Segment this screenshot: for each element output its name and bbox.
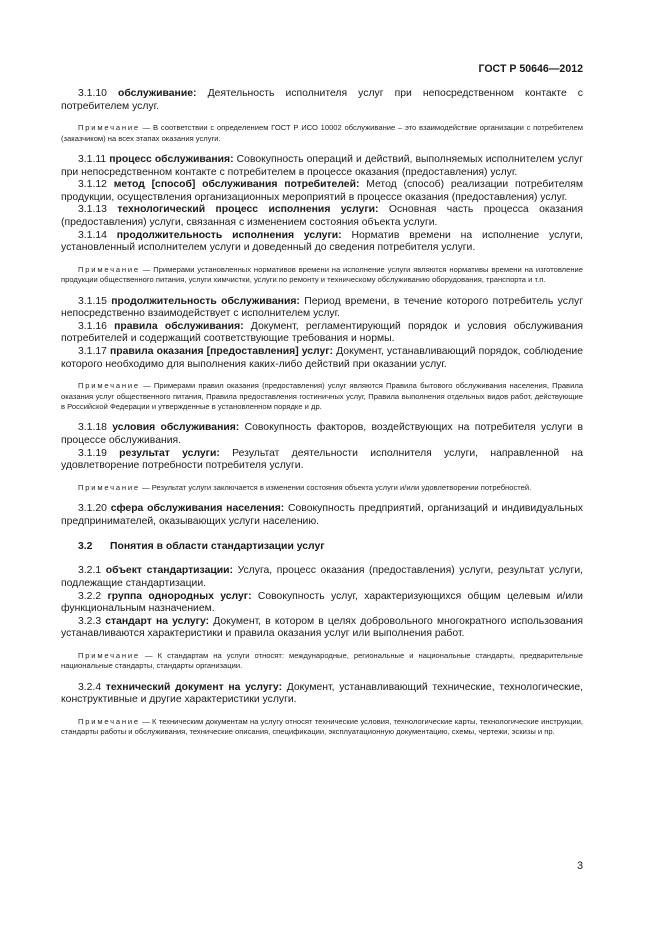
term-definition xyxy=(61,154,583,179)
note-paragraph xyxy=(61,123,583,144)
clause-number: 3.1.19 xyxy=(78,447,107,459)
term-definition xyxy=(61,179,583,204)
definition-text: Документ, устанавливающий порядок, соблюдение которого необходимо для выполнения каких-либо действий при оказании услуг. xyxy=(61,345,584,370)
page-number: 3 xyxy=(577,860,583,872)
term-name: правила обслуживания: xyxy=(114,320,244,332)
note-paragraph xyxy=(61,651,583,672)
term-definition xyxy=(61,448,583,473)
term-definition xyxy=(61,422,583,447)
term-definition xyxy=(61,296,583,321)
term-definition xyxy=(61,682,583,707)
clause-number: 3.1.17 xyxy=(78,345,107,357)
definition-text: Совокупность услуг, характеризующихся общим целевым и/или функциональным назначением. xyxy=(61,590,583,615)
definition-text: Совокупность операций и действий, выполняемых исполнителем услуг при непосредственном контакте с потребителем в процессе оказания (предоставления) услуг. xyxy=(61,154,583,178)
term-name: объект стандартизации: xyxy=(105,565,233,577)
note-text: — Примерами установленных нормативов времени на исполнение услуги являются нормативы времени на изготовление продукции общественного питания, услуги химчистки, услуги по ремонту и техническому обслуживанию оборудования, транспорта и т.п. xyxy=(61,264,583,285)
term-name: правила оказания [предоставления] услуг: xyxy=(109,345,334,357)
note-paragraph xyxy=(61,265,583,286)
clause-number: 3.2.3 xyxy=(78,615,102,627)
clause-number: 3.1.16 xyxy=(78,320,107,332)
term-name: процесс обслуживания: xyxy=(109,154,234,165)
note-paragraph xyxy=(61,381,583,412)
term-name: продолжительность исполнения услуги: xyxy=(116,229,342,241)
section-heading xyxy=(61,541,583,552)
note-label: Примечание xyxy=(78,123,140,133)
clause-number: 3.1.14 xyxy=(78,229,107,241)
note-text: — Результат услуги заключается в изменении состояния объекта услуги и/или удовлетворении потребностей. xyxy=(139,482,532,492)
clause-number: 3.2.1 xyxy=(78,565,102,577)
clause-number: 3.1.12 xyxy=(78,179,107,191)
term-name: группа однородных услуг: xyxy=(107,590,252,602)
section-number: 3.2 xyxy=(78,541,93,553)
clause-number: 3.1.20 xyxy=(78,503,107,515)
note-text: — В соответствии с определением ГОСТ Р ИСО 10002 обслуживание – это взаимодействие организации с потребителем (заказчиком) на всех этапах оказания услуги. xyxy=(61,123,583,143)
note-label: Примечание xyxy=(78,650,140,660)
term-definition xyxy=(61,616,583,641)
note-label: Примечание xyxy=(78,381,140,391)
term-name: сфера обслуживания населения: xyxy=(110,503,285,515)
definition-text: Совокупность предприятий, организаций и индивидуальных предпринимателей, оказывающих услуги населению. xyxy=(61,503,583,527)
standard-header: ГОСТ Р 50646—2012 xyxy=(478,63,583,75)
document-body xyxy=(61,88,583,738)
term-definition xyxy=(61,321,583,346)
term-name: технический документ на услугу: xyxy=(105,681,283,693)
term-name: продолжительность обслуживания: xyxy=(111,295,300,307)
definition-text: Документ, регламентирующий порядок и условия обслуживания потребителей и содержащий соответствующие требования и нормы. xyxy=(61,320,583,345)
term-name: стандарт на услугу: xyxy=(105,615,210,627)
note-text: — К техническим документам на услугу относят технические условия, технологические карты, технологические инструкции, стандарты работы и обслуживания, технические описания, спецификации, эксплуатационную документацию, схемы, чертежи, эскизы и пр. xyxy=(61,716,583,737)
term-name: метод [способ] обслуживания потребителей: xyxy=(113,179,360,191)
definition-text: Деятельность исполнителя услуг при непосредственном контакте с потребителем услуг. xyxy=(61,88,584,112)
note-text: — Примерами правил оказания (предоставления) услуг являются Правила бытового обслуживания населения, Правила оказания услуг общественного питания, Правила предоставления гостиничных услуг, Правила выполнения отдельных видов работ, действующие в Российской Федерации и утвержденные в установленном порядке и др. xyxy=(61,381,583,411)
term-name: технологический процесс исполнения услуги: xyxy=(117,204,379,216)
term-definition xyxy=(61,204,583,229)
definition-text: Период времени, в течение которого потребитель услуг непосредственно взаимодействует с исполнителем услуг. xyxy=(61,295,583,320)
definition-text: Метод (способ) реализации потребителям продукции, осуществления организационных мероприятий в процессе оказания (предоставления) услуг. xyxy=(61,179,584,203)
definition-text: Документ, в котором в целях добровольного многократного использования устанавливаются характеристики и правила оказания услуг или выполнения работ. xyxy=(61,615,583,640)
clause-number: 3.1.15 xyxy=(78,295,107,307)
clause-number: 3.1.11 xyxy=(78,154,107,165)
term-definition xyxy=(61,88,583,113)
definition-text: Совокупность факторов, воздействующих на потребителя услуги в процессе обслуживания. xyxy=(61,422,583,446)
term-definition xyxy=(61,346,583,371)
definition-text: Результат деятельности исполнителя услуги, направленной на удовлетворение потребности потребителя услуги. xyxy=(61,447,584,472)
term-definition xyxy=(61,565,583,590)
note-paragraph xyxy=(61,717,583,738)
clause-number: 3.2.2 xyxy=(78,590,102,602)
clause-number: 3.1.18 xyxy=(78,422,107,434)
term-definition xyxy=(61,230,583,255)
term-name: условия обслуживания: xyxy=(112,422,240,434)
definition-text: Норматив времени на исполнение услуги, установленный исполнителем услуги и доведенный до сведения потребителя услуги. xyxy=(61,229,584,254)
clause-number: 3.1.13 xyxy=(78,204,107,216)
section-title: Понятия в области стандартизации услуг xyxy=(110,541,325,553)
definition-text: Документ, устанавливающий технические, технологические, конструктивные и другие характеристики услуги. xyxy=(61,681,583,706)
note-label: Примечание xyxy=(78,716,140,726)
note-label: Примечание xyxy=(78,482,140,492)
definition-text: Услуга, процесс оказания (предоставления) услуги, результат услуги, подлежащие стандартизации. xyxy=(61,565,584,589)
note-label: Примечание xyxy=(78,264,140,274)
term-definition xyxy=(61,503,583,528)
term-name: результат услуги: xyxy=(119,447,220,459)
clause-number: 3.2.4 xyxy=(78,681,102,693)
note-text: — К стандартам на услуги относят: международные, региональные и национальные стандарты, предварительные национальные стандарты, стандарты организации. xyxy=(61,650,583,671)
term-definition xyxy=(61,591,583,616)
clause-number: 3.1.10 xyxy=(78,88,107,99)
term-name: обслуживание: xyxy=(118,88,197,99)
note-paragraph xyxy=(61,483,583,493)
definition-text: Основная часть процесса оказания (предоставления) услуги, связанная с изменением состояния объекта услуги. xyxy=(61,204,583,228)
